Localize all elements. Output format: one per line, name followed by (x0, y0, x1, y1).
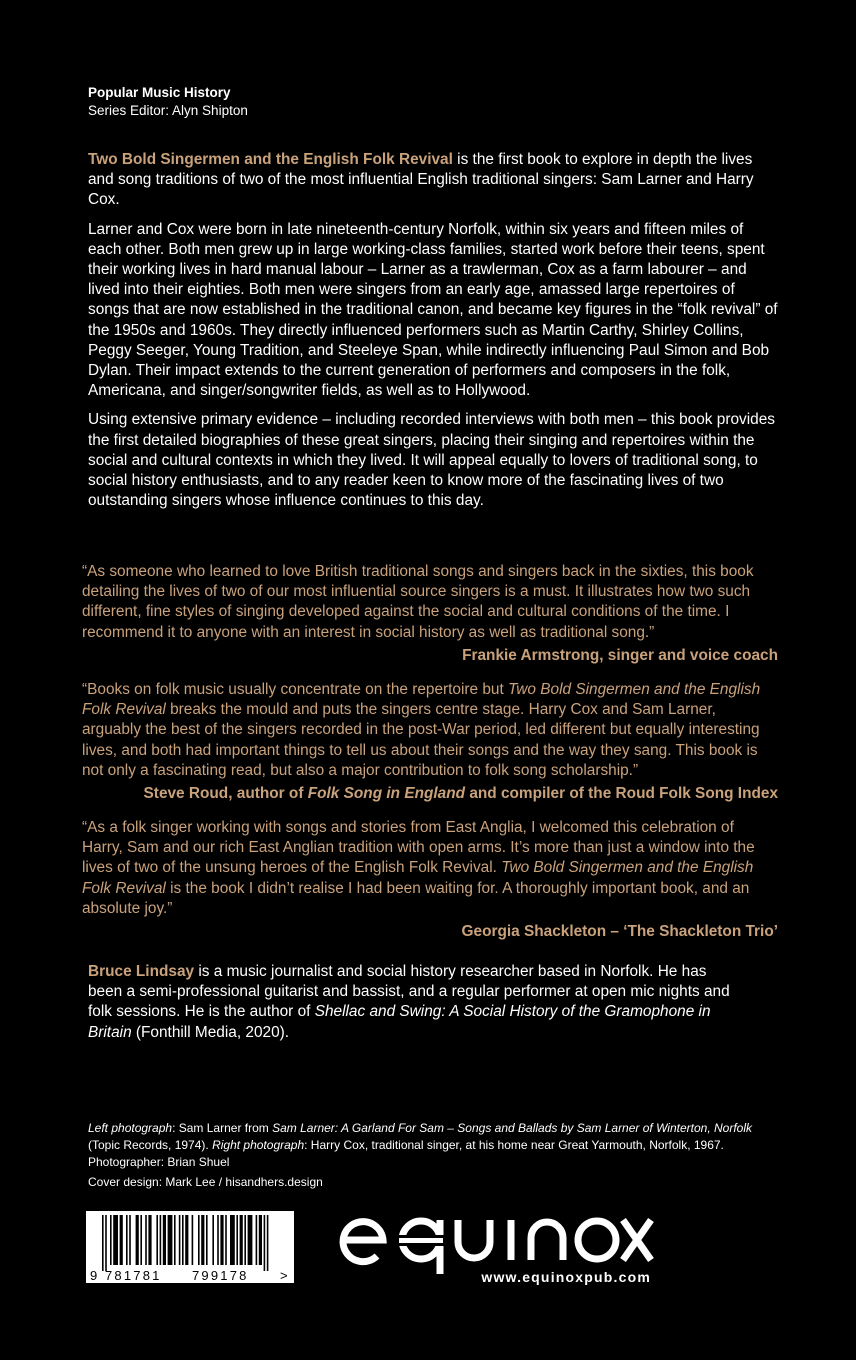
barcode-bar (230, 1215, 235, 1265)
barcode-bar (182, 1215, 184, 1265)
blurb-paragraph-1 (88, 150, 778, 211)
barcode-bar (256, 1215, 258, 1265)
endorsement-shackleton (82, 818, 778, 942)
barcode-bars (102, 1215, 268, 1271)
author-bio-text (88, 962, 738, 1043)
quote-book-title: Two Bold Singermen and the English Folk Revival (82, 859, 754, 897)
barcode-bar (248, 1215, 253, 1265)
barcode-bar (236, 1215, 238, 1265)
quote-attribution: Georgia Shackleton – ‘The Shackleton Trio’ (461, 923, 778, 941)
book-title: Two Bold Singermen and the English Folk Revival (88, 151, 453, 168)
left-photo-b: (Topic Records, 1974). (88, 1138, 213, 1152)
equinox-logo-graphic (335, 1202, 655, 1288)
barcode-bar (129, 1215, 131, 1265)
barcode-group-1: 781781 (105, 1268, 162, 1283)
barcode-bar (105, 1215, 107, 1271)
author-book: Shellac and Swing: A Social History of the Gramophone in Britain (88, 1003, 711, 1041)
barcode-bar (136, 1215, 139, 1265)
barcode-bar (201, 1215, 204, 1265)
barcode-bar (217, 1215, 219, 1265)
endorsement-armstrong (82, 562, 778, 666)
quote-open: “Books on folk music usually concentrate on the repertoire but (82, 681, 509, 698)
quote-attribution (82, 784, 778, 804)
barcode-bar (206, 1215, 208, 1265)
author-bio (88, 962, 738, 1043)
photo-credit-text (88, 1120, 768, 1171)
barcode-bar (163, 1215, 166, 1265)
barcode-bar (264, 1215, 266, 1271)
author-bio-a: is a music journalist and social history researcher based in Norfolk. He has been a semi-professional guitarist and bassist, and a regular performer at open mic nights and folk sessions. He is the author of (88, 963, 730, 1021)
barcode-bar (220, 1215, 223, 1265)
quote-book-title: Two Bold Singermen and the English Folk Revival (82, 681, 761, 719)
barcode-bar (110, 1215, 112, 1265)
barcode-bar (185, 1215, 188, 1265)
photo-credits (88, 1120, 768, 1191)
blurb-paragraph-3: Using extensive primary evidence – including recorded interviews with both men – this book provides the first detailed biographies of these great singers, placing their singing and repertoires within the social and cultural contexts in which they lived. It will appeal equally to lovers of traditional song, to social history enthusiasts, and to any reader keen to know more of the fascinating lives of two outstanding singers whose influence continues to this day. (88, 411, 775, 510)
barcode-bar (148, 1215, 151, 1265)
endorsement-roud (82, 680, 778, 804)
barcode-bar (113, 1215, 118, 1265)
barcode-bar (174, 1215, 176, 1265)
blurb-p1-text: is the first book to explore in depth the lives and song traditions of two of the most influential English traditional singers: Sam Larner and Harry Cox. (88, 151, 754, 209)
quote-text: “As someone who learned to love British traditional songs and singers back in the sixties, this book detailing the lives of two of our most influential source singers is a must. It illustrates how two such different, fine styles of singing developed against the social and cultural conditions of the time. I recommend it to anyone with an interest in social history as well as traditional song.” (82, 563, 754, 641)
quote-open: “As a folk singer working with songs and stories from East Anglia, I welcomed this celebration of Harry, Sam and our rich East Anglian tradition with open arms. It’s more than just a window into the lives of two of the unsung heroes of the English Folk Revival. (82, 819, 755, 877)
barcode-bar (156, 1215, 158, 1265)
series-info (88, 84, 248, 120)
barcode-bar (179, 1215, 181, 1265)
right-photo-label: Right photograph (212, 1138, 305, 1152)
publisher-url: www.equinoxpub.com (481, 1269, 651, 1285)
attribution-b: and compiler of the Roud Folk Song Index (465, 785, 778, 803)
barcode-bar (212, 1215, 214, 1265)
barcode-bar (267, 1215, 269, 1271)
barcode-bar (259, 1215, 262, 1265)
author-name: Bruce Lindsay (88, 963, 195, 980)
left-photo-label: Left photograph (88, 1121, 173, 1135)
equinox-logo (335, 1202, 655, 1288)
barcode-graphic (86, 1211, 294, 1283)
series-title: Popular Music History (88, 85, 231, 100)
quote-attribution: Frankie Armstrong, singer and voice coach (462, 646, 778, 664)
quote-rest: breaks the mould and puts the singers centre stage. Harry Cox and Sam Larner, arguably the best of the singers recorded in the post-War period, led different but equally interesting lives, and both had important things to tell us about their songs and the way they sang. This book is not only a fascinating read, but also a major contribution to folk song scholarship.” (82, 701, 760, 779)
quote-text (82, 818, 778, 919)
barcode-bar (225, 1215, 227, 1265)
barcode-bar (198, 1215, 200, 1265)
barcode-bar (120, 1215, 123, 1265)
barcode-bar (126, 1215, 128, 1265)
barcode-group-2: 799178 (192, 1268, 249, 1283)
left-photo-source: Sam Larner: A Garland For Sam – Songs and Ballads by Sam Larner of Winterton, Norfolk (272, 1121, 753, 1135)
barcode-bar (240, 1215, 243, 1265)
barcode-bar (140, 1215, 142, 1265)
left-photo-a: : Sam Larner from (172, 1121, 273, 1135)
cover-design-credit: Cover design: Mark Lee / hisandhers.design (88, 1175, 323, 1189)
isbn-barcode (86, 1211, 294, 1283)
quote-rest: is the book I didn’t realise I had been waiting for. A thoroughly important book, and an absolute joy.” (82, 879, 750, 917)
barcode-bar (192, 1215, 194, 1265)
attribution-book: Folk Song in England (307, 785, 466, 803)
barcode-lead-digit: 9 (90, 1268, 98, 1283)
series-editor: Series Editor: Alyn Shipton (88, 103, 248, 118)
barcode-bar (168, 1215, 173, 1265)
author-bio-b: (Fonthill Media, 2020). (131, 1023, 290, 1041)
blurb-paragraph-2: Larner and Cox were born in late nineteenth-century Norfolk, within six years and fifteen miles of each other. Both men grew up in large working-class families, started work before their teens, spent their working lives in hard manual labour – Larner as a trawlerman, Cox as a farm labourer – and lived into their eighties. Both men were singers from an early age, amassed large repertoires of songs that are now established in the traditional canon, and became key figures in the “folk revival” of the 1950s and 1960s. They directly influenced performers such as Martin Carthy, Shirley Collins, Peggy Seeger, Young Tradition, and Steeleye Span, while indirectly influencing Paul Simon and Bob Dylan. Their impact extends to the current generation of performers and composers in the folk, Americana, and singer/songwriter fields, as well as to Hollywood. (88, 220, 778, 400)
barcode-bar (244, 1215, 246, 1265)
barcode-arrow: > (280, 1268, 288, 1283)
right-photo-text: : Harry Cox, traditional singer, at his home near Great Yarmouth, Norfolk, 1967. Photographer: Brian Shuel (88, 1138, 724, 1169)
quote-text (82, 680, 778, 781)
barcode-bar (160, 1215, 162, 1265)
barcode-bar (102, 1215, 104, 1271)
attribution-a: Steve Roud, author of (143, 785, 308, 803)
barcode-bar (145, 1215, 147, 1265)
blurb (88, 150, 778, 520)
